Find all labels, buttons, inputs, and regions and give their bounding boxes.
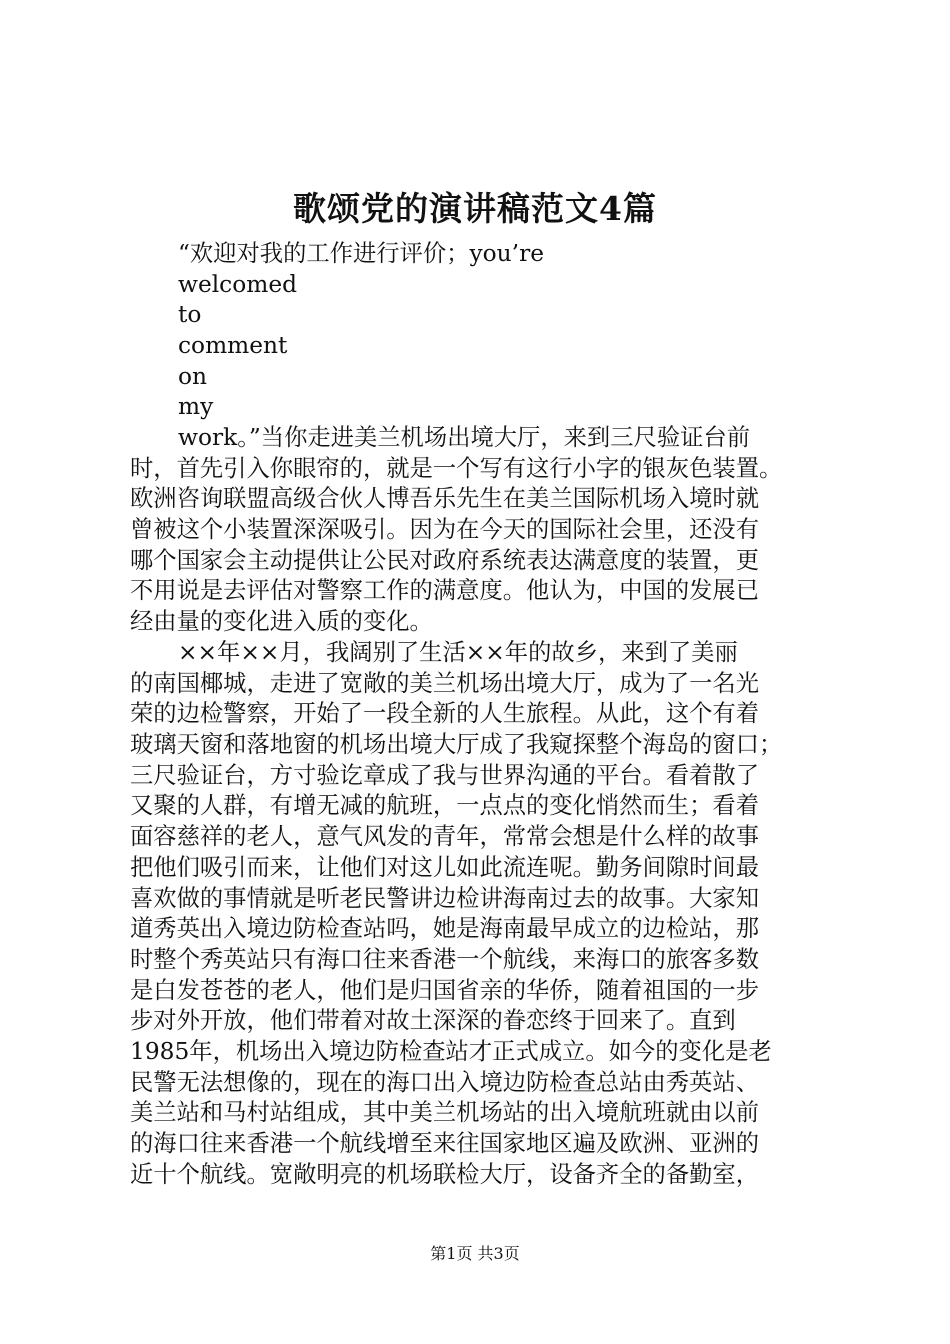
text-line: on (178, 362, 208, 390)
text-line: 美兰站和马村站组成，其中美兰机场站的出入境航班就由以前 (130, 1099, 760, 1127)
text-line: ××年××月，我阔别了生活××年的故乡，来到了美丽 (178, 639, 738, 666)
paragraph-1 (130, 423, 830, 638)
text-line: 步对外开放，他们带着对故土深深的眷恋终于回来了。直到 (130, 1007, 736, 1035)
text-line: 道秀英出入境边防检查站吗，她是海南最早成立的边检站，那 (130, 915, 760, 943)
text-line: to (178, 301, 202, 329)
text-line: 时，首先引入你眼帘的，就是一个写有这行小字的银灰色装置。 (130, 454, 783, 482)
text-line: 曾被这个小装置深深吸引。因为在今天的国际社会里，还没有 (130, 516, 760, 544)
text-line: 的南国椰城，走进了宽敞的美兰机场出境大厅，成为了一名光 (130, 669, 760, 697)
text-line: 喜欢做的事情就是听老民警讲边检讲海南过去的故事。大家知 (130, 884, 760, 912)
text-line: 哪个国家会主动提供让公民对政府系统表达满意度的装置，更 (130, 546, 760, 574)
text-line: 民警无法想像的，现在的海口出入境边防检查总站由秀英站、 (130, 1068, 760, 1096)
text-line: 欧洲咨询联盟高级合伙人博吾乐先生在美兰国际机场入境时就 (130, 485, 760, 513)
text-line: comment (178, 332, 288, 360)
text-line: 面容慈祥的老人，意气风发的青年，常常会想是什么样的故事 (130, 823, 760, 851)
text-line: 的海口往来香港一个航线增至来往国家地区遍及欧洲、亚洲的 (130, 1130, 760, 1157)
page-footer: 第1页 共3页 (430, 1244, 520, 1263)
text-line: 是白发苍苍的老人，他们是归国省亲的华侨，随着祖国的一步 (130, 976, 760, 1004)
paragraph-2 (130, 638, 830, 1190)
text-line: 荣的边检警察，开始了一段全新的人生旅程。从此，这个有着 (130, 700, 760, 728)
text-line: 近十个航线。宽敞明亮的机场联检大厅，设备齐全的备勤室， (130, 1160, 760, 1188)
document-title: 歌颂党的演讲稿范文4篇 (293, 189, 657, 228)
text-line: work。”当你走进美兰机场出境大厅，来到三尺验证台前 (178, 424, 751, 451)
text-line: 时整个秀英站只有海口往来香港一个航线，来海口的旅客多数 (130, 945, 760, 973)
text-line: 不用说是去评估对警察工作的满意度。他认为，中国的发展已 (130, 577, 760, 605)
text-line: 三尺验证台，方寸验讫章成了我与世界沟通的平台。看着散了 (130, 761, 760, 789)
text-line: 把他们吸引而来，让他们对这儿如此流连呢。勤务间隙时间最 (130, 853, 760, 881)
text-line: 1985年，机场出入境边防检查站才正式成立。如今的变化是老 (130, 1037, 772, 1065)
text-line: my (178, 393, 214, 421)
text-line: “欢迎对我的工作进行评价；you’re (178, 240, 544, 267)
intro-block (130, 239, 830, 423)
text-line: welcomed (178, 270, 298, 298)
text-line: 又聚的人群，有增无减的航班，一点点的变化悄然而生；看着 (130, 792, 760, 820)
text-line: 玻璃天窗和落地窗的机场出境大厅成了我窥探整个海岛的窗口； (130, 731, 783, 759)
text-line: 经由量的变化进入质的变化。 (130, 608, 433, 636)
